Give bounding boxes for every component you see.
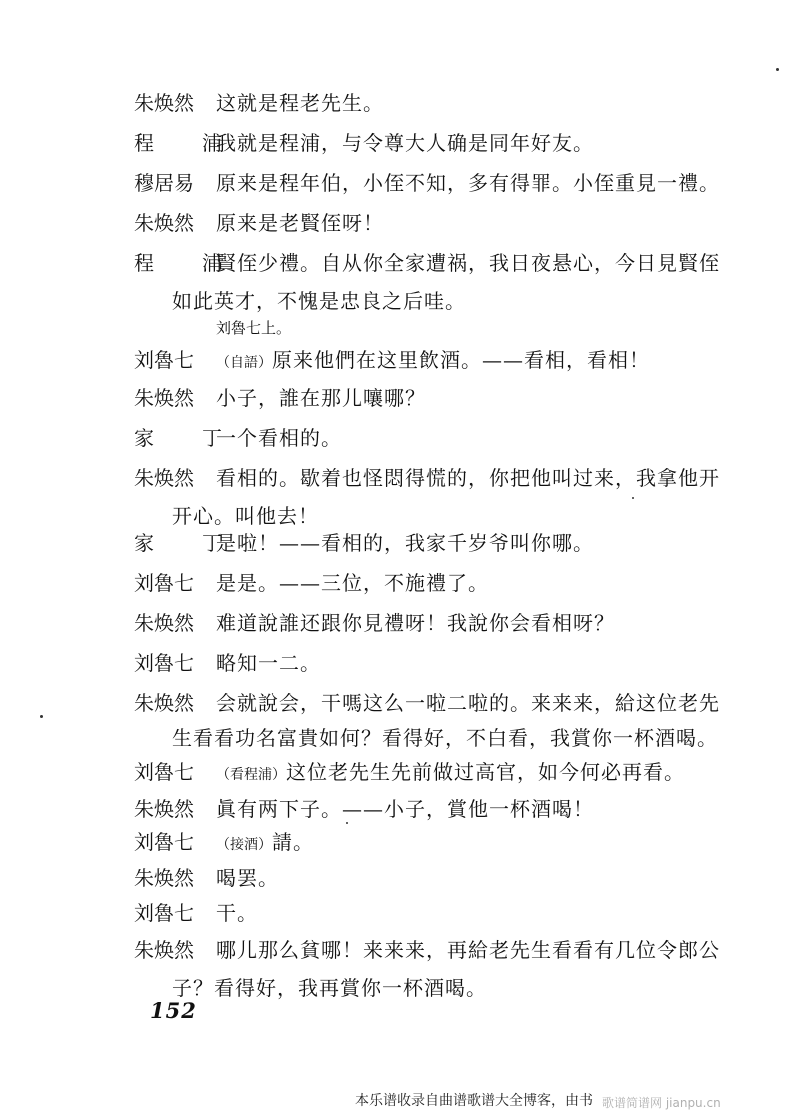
- stage-aside: （看程浦）: [216, 767, 286, 783]
- dialogue-line: [0, 243, 808, 283]
- speaker-name: 朱焕然: [134, 466, 194, 490]
- dialogue-line: [0, 523, 808, 563]
- dialogue-line: [0, 822, 808, 862]
- dialogue-line: [0, 643, 808, 683]
- dialogue-line: [0, 378, 808, 418]
- speech: [216, 243, 728, 283]
- speaker-name: 刘魯七: [134, 651, 194, 675]
- speaker-name: 朱焕然: [134, 611, 194, 635]
- speech: [216, 563, 728, 603]
- scan-speck: [346, 822, 348, 824]
- speech-text: 略知一二。: [216, 651, 321, 675]
- speech-text: 眞有两下子。——小子，賞他一杯酒喝！: [216, 797, 594, 821]
- speech: [216, 643, 728, 683]
- speech: [216, 683, 728, 723]
- speech-text: 我就是程浦，与令尊大人确是同年好友。: [216, 131, 594, 155]
- footer-note: 本乐谱收录自曲谱歌谱大全博客，由书: [355, 1093, 593, 1109]
- speech: [216, 123, 728, 163]
- speech-text: 是是。——三位，不施禮了。: [216, 571, 489, 595]
- speech: [216, 930, 728, 970]
- speech-text: 这就是程老先生。: [216, 91, 384, 115]
- speech: [216, 378, 728, 418]
- dialogue-line: [0, 563, 808, 603]
- speech-text: 这位老先生先前做过高官，如今何必再看。: [286, 760, 685, 784]
- speech-text: 原来是老賢侄呀！: [216, 211, 384, 235]
- speech-text: 会就說会，干嗎这么一啦二啦的。来来来，給这位老先: [216, 691, 720, 715]
- speaker-name: 刘魯七: [134, 760, 194, 784]
- dialogue-line: [0, 203, 808, 243]
- speaker-name: 朱焕然: [134, 211, 194, 235]
- speech: [216, 163, 728, 203]
- stage-aside: （接酒）: [216, 837, 272, 853]
- speech: [216, 203, 728, 243]
- speaker-name: 刘魯七: [134, 571, 194, 595]
- speech: [216, 458, 728, 498]
- dialogue-continuation: [0, 968, 808, 1008]
- speech-text: 小子，誰在那儿嚷哪？: [216, 386, 426, 410]
- speech-text: 开心。叫他去！: [172, 504, 319, 528]
- stage-aside: （自語）: [216, 355, 272, 371]
- speech-text: 原来他們在这里飲酒。——看相，看相！: [272, 348, 650, 372]
- speech: [216, 83, 728, 123]
- speech-text: 干。: [216, 901, 258, 925]
- speech-text: 哪儿那么貧哪！来来来，再給老先生看看有几位令郎公: [216, 938, 720, 962]
- dialogue-line: [0, 930, 808, 970]
- speaker-name: 朱焕然: [134, 866, 194, 890]
- speech-text: 生看看功名富貴如何？看得好，不白看，我賞你一杯酒喝。: [172, 726, 718, 750]
- speech: [216, 523, 728, 563]
- speech: [216, 603, 728, 643]
- dialogue-line: [0, 123, 808, 163]
- watermark: 歌谱简谱网 jianpu.cn: [602, 1096, 721, 1110]
- speaker-name: 刘魯七: [134, 830, 194, 854]
- speaker-name: 家 丁: [134, 426, 236, 450]
- speech-text: 喝罢。: [216, 866, 279, 890]
- dialogue-line: [0, 858, 808, 898]
- dialogue-line: [0, 163, 808, 203]
- scan-speck: [776, 68, 779, 71]
- speech-text: 如此英才，不愧是忠良之后哇。: [172, 289, 466, 313]
- speech: [216, 893, 728, 933]
- speaker-name: 朱焕然: [134, 938, 194, 962]
- speech: [216, 858, 728, 898]
- speaker-name: 程 浦: [134, 251, 236, 275]
- speech-text: 难道說誰还跟你見禮呀！我說你会看相呀？: [216, 611, 615, 635]
- scan-speck: [40, 715, 43, 718]
- speech: [216, 418, 728, 458]
- dialogue-line: [0, 683, 808, 723]
- speech-text: 一个看相的。: [216, 426, 342, 450]
- dialogue-line: [0, 893, 808, 933]
- speaker-name: 刘魯七: [134, 348, 194, 372]
- speech-text: 原来是程年伯，小侄不知，多有得罪。小侄重見一禮。: [216, 171, 720, 195]
- speaker-name: 家 丁: [134, 531, 236, 555]
- speech-text: 請。: [272, 830, 314, 854]
- speech: [216, 340, 728, 383]
- speaker-name: 穆居易: [134, 171, 194, 195]
- dialogue-line: [0, 418, 808, 458]
- scan-speck: [632, 497, 634, 499]
- speaker-name: 程 浦: [134, 131, 236, 155]
- stage-direction-text: 刘魯七上。: [216, 319, 292, 337]
- speaker-name: 刘魯七: [134, 901, 194, 925]
- dialogue-line: [0, 603, 808, 643]
- speech-text: 看相的。歇着也怪悶得慌的，你把他叫过来，我拿他开: [216, 466, 720, 490]
- dialogue-line: [0, 458, 808, 498]
- speaker-name: 朱焕然: [134, 91, 194, 115]
- speech-text: 賢侄少禮。自从你全家遭祸，我日夜悬心，今日見賢侄: [216, 251, 720, 275]
- dialogue-line: [0, 752, 808, 792]
- speech-text: 是啦！——看相的，我家千岁爷叫你哪。: [216, 531, 594, 555]
- dialogue-line: [0, 340, 808, 380]
- speech-text: 子？看得好，我再賞你一杯酒喝。: [172, 976, 487, 1000]
- page-number: 152: [150, 998, 197, 1023]
- dialogue-line: [0, 83, 808, 123]
- speaker-name: 朱焕然: [134, 691, 194, 715]
- speaker-name: 朱焕然: [134, 386, 194, 410]
- speaker-name: 朱焕然: [134, 797, 194, 821]
